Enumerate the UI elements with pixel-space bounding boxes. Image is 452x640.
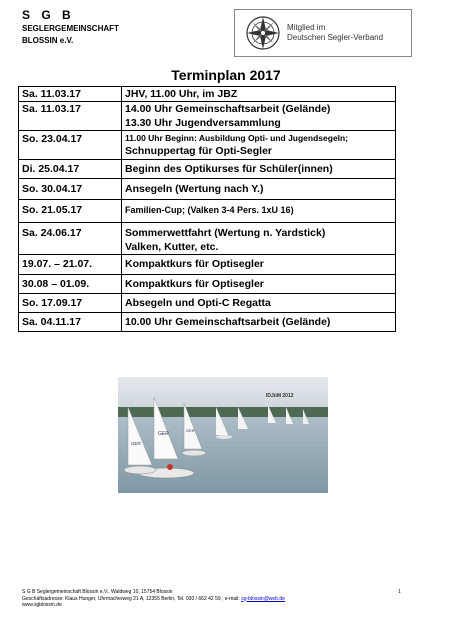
- footer-contact: Geschäftsadresse: Klaus Hunger, Uhrmacherweg 21 A, 12355 Berlin, Tel. 030 / 662 42 59 ; e-mail:: [22, 595, 240, 602]
- badge-line-2: Deutschen Segler-Verband: [287, 33, 384, 42]
- club-header: [22, 8, 119, 47]
- table-row: [19, 87, 396, 102]
- footer-email-link[interactable]: sg-blossin@web.de: [241, 595, 285, 602]
- event-date: Sa. 11.03.17: [19, 87, 122, 102]
- table-row: [19, 102, 396, 131]
- event-description: [122, 131, 396, 160]
- event-date: 30.08 – 01.09.: [19, 275, 122, 294]
- footer-address: S G B Seglergemeinschaft Blossin e.V., Waldweg 10, 15754 Blossin: [22, 589, 173, 595]
- table-row: [19, 179, 396, 200]
- event-line: 14.00 Uhr Gemeinschaftsarbeit (Gelände): [125, 103, 331, 115]
- event-description: Beginn des Optikurses für Schüler(innen): [122, 160, 396, 179]
- club-city: BLOSSIN e.V.: [22, 36, 74, 45]
- photo-caption: IDJüM 2012: [266, 393, 294, 399]
- page-title: Terminplan 2017: [171, 67, 281, 83]
- event-description: Kompaktkurs für Optisegler: [122, 255, 396, 275]
- badge-line-1: Mitglied im: [287, 23, 326, 32]
- event-description: [122, 102, 396, 131]
- table-row: [19, 275, 396, 294]
- event-description: JHV, 11.00 Uhr, im JBZ: [122, 87, 396, 102]
- event-date: Sa. 11.03.17: [19, 102, 122, 131]
- event-description: [122, 223, 396, 255]
- event-date: Sa. 04.11.17: [19, 313, 122, 332]
- table-row: [19, 160, 396, 179]
- table-row: [19, 294, 396, 313]
- table-row: [19, 255, 396, 275]
- event-date: Sa. 24.06.17: [19, 223, 122, 255]
- event-line: Valken, Kutter, etc.: [125, 241, 219, 253]
- event-description: Kompaktkurs für Optisegler: [122, 275, 396, 294]
- dsv-member-badge: [234, 9, 412, 57]
- table-row: [19, 131, 396, 160]
- event-description: Absegeln und Opti-C Regatta: [122, 294, 396, 313]
- event-description: 10.00 Uhr Gemeinschaftsarbeit (Gelände): [122, 313, 396, 332]
- event-date: So. 30.04.17: [19, 179, 122, 200]
- page-number: 1: [398, 589, 401, 595]
- event-date: So. 21.05.17: [19, 200, 122, 223]
- event-date: So. 23.04.17: [19, 131, 122, 160]
- event-description: Familien-Cup; (Valken 3-4 Pers. 1xU 16): [122, 200, 396, 223]
- event-line: Sommerwettfahrt (Wertung n. Yardstick): [125, 227, 326, 239]
- svg-text:GER: GER: [186, 428, 195, 433]
- badge-text: [287, 23, 383, 43]
- svg-text:GER: GER: [131, 441, 141, 446]
- table-row: [19, 313, 396, 332]
- footer-website[interactable]: www.sgblossin.de: [22, 602, 62, 608]
- page-footer: [22, 589, 412, 609]
- club-abbreviation: S G B: [22, 8, 75, 22]
- event-schedule-table: [18, 86, 396, 332]
- sailing-photo: [118, 377, 328, 493]
- event-date: So. 17.09.17: [19, 294, 122, 313]
- event-description: Ansegeln (Wertung nach Y.): [122, 179, 396, 200]
- svg-text:GER: GER: [158, 431, 169, 437]
- table-row: [19, 200, 396, 223]
- dsv-compass-logo-icon: [245, 15, 281, 51]
- event-date: Di. 25.04.17: [19, 160, 122, 179]
- event-line: 13.30 Uhr Jugendversammlung: [125, 117, 281, 129]
- club-name: SEGLERGEMEINSCHAFT: [22, 24, 119, 33]
- optimist-boats-image: [118, 377, 328, 493]
- event-text-small: 11.00 Uhr Beginn: Ausbildung Opti- und Jugendsegeln;: [125, 133, 349, 143]
- table-row: [19, 223, 396, 255]
- event-date: 19.07. – 21.07.: [19, 255, 122, 275]
- event-text-large: Schnuppertag für Opti-Segler: [125, 145, 273, 157]
